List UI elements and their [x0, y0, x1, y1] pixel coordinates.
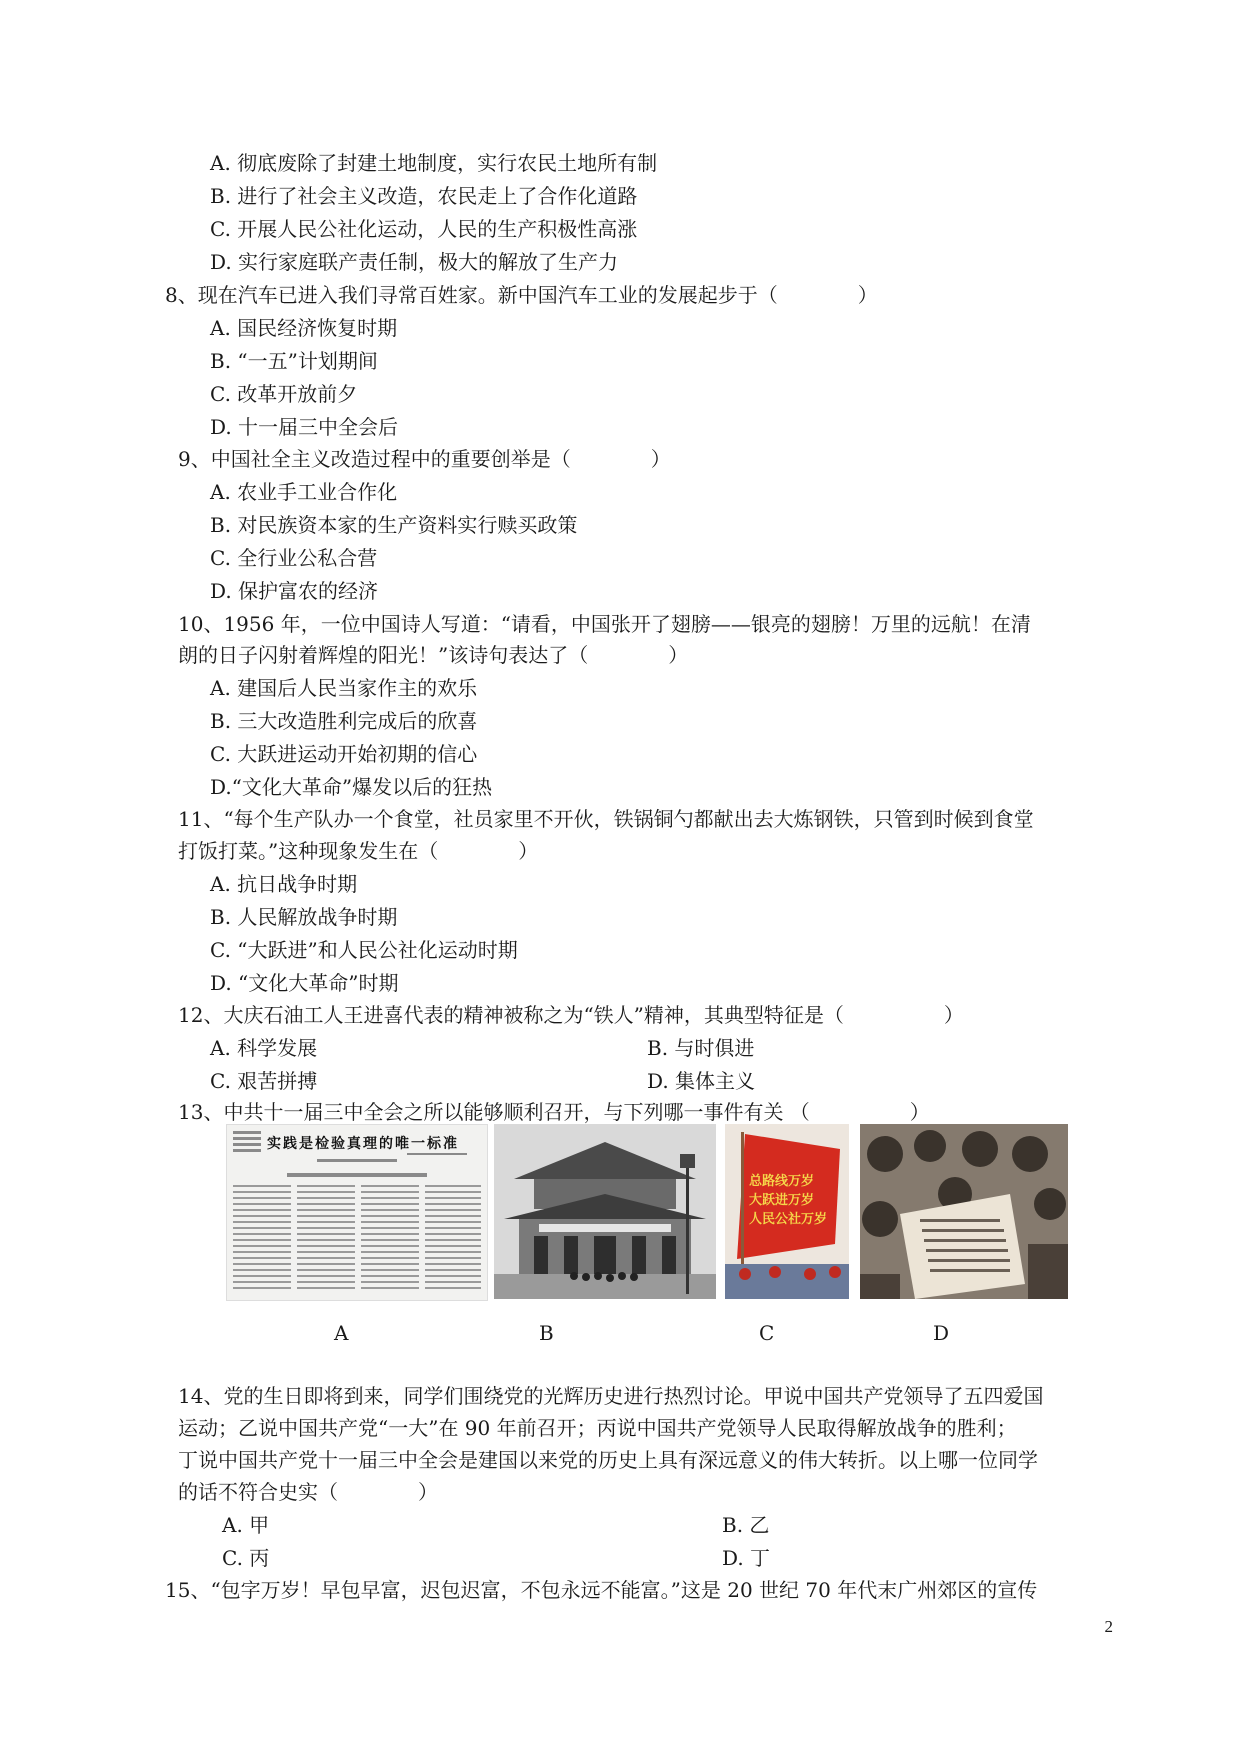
- q12-option-c: C. 艰苦拼搏: [210, 1069, 318, 1093]
- q9-option-c: C. 全行业公私合营: [210, 546, 378, 570]
- q11-option-d: D. “文化大革命”时期: [210, 971, 399, 995]
- q7-option-b: B. 进行了社会主义改造，农民走上了合作化道路: [210, 184, 638, 208]
- q14-option-b: B. 乙: [722, 1513, 770, 1537]
- building-illustration: [494, 1124, 716, 1299]
- q14-stem-line4: 的话不符合史实（ ）: [178, 1480, 438, 1504]
- q8-option-c: C. 改革开放前夕: [210, 382, 358, 406]
- page-number: 2: [1104, 1617, 1113, 1636]
- q8-option-b: B. “一五”计划期间: [210, 349, 378, 373]
- crowd-illustration: [860, 1124, 1068, 1299]
- q10-option-d: D.“文化大革命”爆发以后的狂热: [210, 775, 493, 799]
- q13-photo-c-banner: [725, 1124, 849, 1299]
- q8-option-d: D. 十一届三中全会后: [210, 415, 399, 439]
- q8-option-a: A. 国民经济恢复时期: [210, 316, 398, 340]
- q9-option-b: B. 对民族资本家的生产资料实行赎买政策: [210, 513, 578, 537]
- q7-option-d: D. 实行家庭联产责任制，极大的解放了生产力: [210, 250, 619, 274]
- q13-stem: 13、中共十一届三中全会之所以能够顺利召开，与下列哪一事件有关 （ ）: [178, 1100, 930, 1124]
- q13-photo-a-newspaper: [226, 1124, 488, 1301]
- banner-line-2: 大跃进万岁: [749, 1193, 815, 1208]
- q10-stem-line1: 10、1956 年，一位中国诗人写道：“请看，中国张开了翅膀——银亮的翅膀！万里的远航！在清: [178, 612, 1031, 636]
- q12-option-b: B. 与时俱进: [647, 1036, 755, 1060]
- q7-option-a: A. 彻底废除了封建土地制度，实行农民土地所有制: [210, 151, 658, 175]
- q10-option-b: B. 三大改造胜利完成后的欣喜: [210, 709, 478, 733]
- q11-option-a: A. 抗日战争时期: [210, 872, 358, 896]
- q14-stem-line3: 丁说中国共产党十一届三中全会是建国以来党的历史上具有深远意义的伟大转折。以上哪一位同学: [178, 1448, 1038, 1472]
- q12-option-a: A. 科学发展: [210, 1036, 318, 1060]
- q10-option-a: A. 建国后人民当家作主的欢乐: [210, 676, 478, 700]
- q10-stem-line2: 朗的日子闪射着辉煌的阳光！”该诗句表达了（ ）: [178, 643, 689, 667]
- banner-line-1: 总路线万岁: [749, 1174, 815, 1189]
- q12-option-d: D. 集体主义: [647, 1069, 756, 1093]
- q13-photo-d-crowd: [860, 1124, 1068, 1299]
- q13-caption-c: C: [759, 1321, 775, 1345]
- q10-option-c: C. 大跃进运动开始初期的信心: [210, 742, 478, 766]
- q9-option-d: D. 保护富农的经济: [210, 579, 379, 603]
- q13-caption-a: A: [334, 1321, 349, 1345]
- q9-stem: 9、中国社全主义改造过程中的重要创举是（ ）: [178, 447, 671, 471]
- q14-option-d: D. 丁: [722, 1546, 771, 1570]
- q13-photo-b-building: [494, 1124, 716, 1299]
- banner-line-3: 人民公社万岁: [749, 1212, 828, 1227]
- q14-stem-line2: 运动；乙说中国共产党“一大”在 90 年前召开；丙说中国共产党领导人民取得解放战争的胜利；: [178, 1416, 1017, 1440]
- q15-stem-line1: 15、“包字万岁！早包早富，迟包迟富，不包永远不能富。”这是 20 世纪 70 年代末广州郊区的宣传: [165, 1578, 1038, 1602]
- q7-option-c: C. 开展人民公社化运动，人民的生产积极性高涨: [210, 217, 638, 241]
- q11-option-b: B. 人民解放战争时期: [210, 905, 398, 929]
- newspaper-text-columns: [227, 1125, 487, 1300]
- q11-option-c: C. “大跃进”和人民公社化运动时期: [210, 938, 518, 962]
- q13-caption-d: D: [933, 1321, 950, 1345]
- q11-stem-line1: 11、“每个生产队办一个食堂，社员家里不开伙，铁锅铜勺都献出去大炼钢铁，只管到时候到食堂: [178, 807, 1034, 831]
- newspaper-headline: 实践是检验真理的唯一标准: [267, 1136, 459, 1152]
- q13-caption-b: B: [539, 1321, 554, 1345]
- q14-stem-line1: 14、党的生日即将到来，同学们围绕党的光辉历史进行热烈讨论。甲说中国共产党领导了五四爱国: [178, 1384, 1044, 1408]
- q12-stem: 12、大庆石油工人王进喜代表的精神被称之为“铁人”精神，其典型特征是（ ）: [178, 1003, 964, 1027]
- q11-stem-line2: 打饭打菜。”这种现象发生在（ ）: [178, 839, 539, 863]
- q14-option-a: A. 甲: [222, 1513, 270, 1537]
- q9-option-a: A. 农业手工业合作化: [210, 480, 398, 504]
- q14-option-c: C. 丙: [222, 1546, 270, 1570]
- q8-stem: 8、现在汽车已进入我们寻常百姓家。新中国汽车工业的发展起步于（ ）: [165, 283, 878, 307]
